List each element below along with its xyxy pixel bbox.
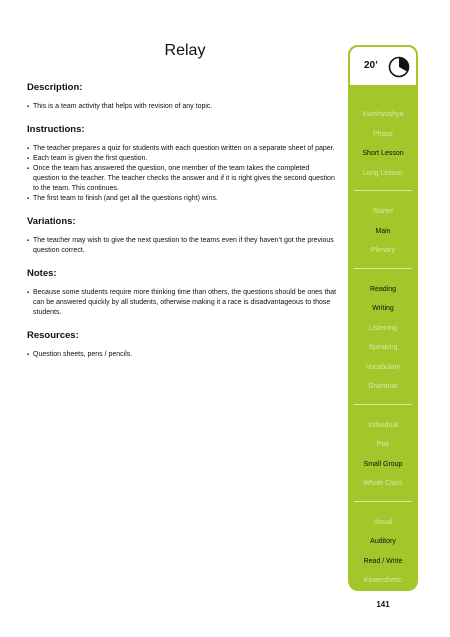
clock-icon — [388, 56, 410, 78]
section-heading: Instructions: — [27, 124, 85, 135]
sidebar-divider — [354, 190, 412, 191]
bullet-item: ▪ The teacher prepares a quiz for students with each question written on a separate sheet of paper. — [27, 144, 337, 154]
sidebar-item: Short Lesson — [362, 150, 404, 157]
sidebar-divider — [354, 268, 412, 269]
sidebar-item: Plenary — [371, 247, 395, 254]
bullet-item: ▪ The teacher may wish to give the next question to the teams even if they haven’t got the previous question correct. — [27, 236, 337, 256]
sidebar-item: Listening — [368, 324, 398, 332]
bullet-list — [27, 102, 337, 112]
sidebar-item: Writing — [372, 305, 394, 312]
sidebar-item: Read / Write — [363, 557, 403, 565]
sidebar-item: Kwishyushya — [362, 111, 404, 118]
bullet-list — [27, 236, 337, 256]
sidebar-item: Long Lesson — [362, 169, 404, 177]
bullet-item: ▪ Question sheets, pens / pencils. — [27, 350, 337, 360]
duration-box — [348, 45, 418, 87]
section-heading: Variations: — [27, 216, 76, 227]
sidebar-item: Small Group — [363, 460, 403, 468]
sidebar-divider — [354, 501, 412, 502]
activity-sidebar — [348, 45, 418, 591]
section — [27, 268, 337, 318]
bullet-item: ▪ Once the team has answered the question, one member of the team takes the completed question to the teacher. The teacher checks the answer and if it is right gives the second question to the team. This continues. — [27, 164, 337, 194]
bullet-item: ▪ Each team is given the first question. — [27, 154, 337, 164]
sidebar-item: Auditory — [370, 538, 396, 545]
sidebar-divider — [354, 404, 412, 405]
sidebar-item: Kinaesthetic — [363, 577, 403, 584]
page-number: 141 — [376, 600, 390, 609]
section — [27, 330, 337, 360]
section-heading: Description: — [27, 82, 83, 93]
sidebar-item: Visual — [373, 518, 393, 526]
duration-label: 20’ — [364, 60, 378, 71]
sidebar-item: Pair — [376, 441, 390, 448]
bullet-item: ▪ This is a team activity that helps with revision of any topic. — [27, 102, 337, 112]
section — [27, 216, 337, 256]
section-heading: Notes: — [27, 268, 57, 279]
bullet-item: ▪ The first team to finish (and get all the questions right) wins. — [27, 194, 337, 204]
sidebar-item: Grammar — [368, 383, 398, 390]
bullet-list — [27, 144, 337, 204]
activity-content — [27, 82, 337, 372]
bullet-list — [27, 288, 337, 318]
sidebar-item: Main — [375, 227, 391, 235]
sidebar-item: Starter — [372, 208, 394, 215]
bullet-item: ▪ Because some students require more thinking time than others, the questions should be ones that can be answered quickly by all students, otherwise making it a race is disadvantageous to those students. — [27, 288, 337, 318]
section — [27, 124, 337, 204]
sidebar-item: Speaking — [368, 344, 398, 351]
bullet-list — [27, 350, 337, 360]
sidebar-item: Vocabulary — [365, 363, 401, 371]
sidebar-item: Whole Class — [363, 480, 403, 487]
page-title: Relay — [164, 42, 206, 59]
sidebar-item: Reading — [369, 285, 397, 293]
sidebar-item: Individual — [368, 421, 398, 429]
section — [27, 82, 337, 112]
section-heading: Resources: — [27, 330, 79, 341]
sidebar-item: Phase — [373, 130, 393, 138]
